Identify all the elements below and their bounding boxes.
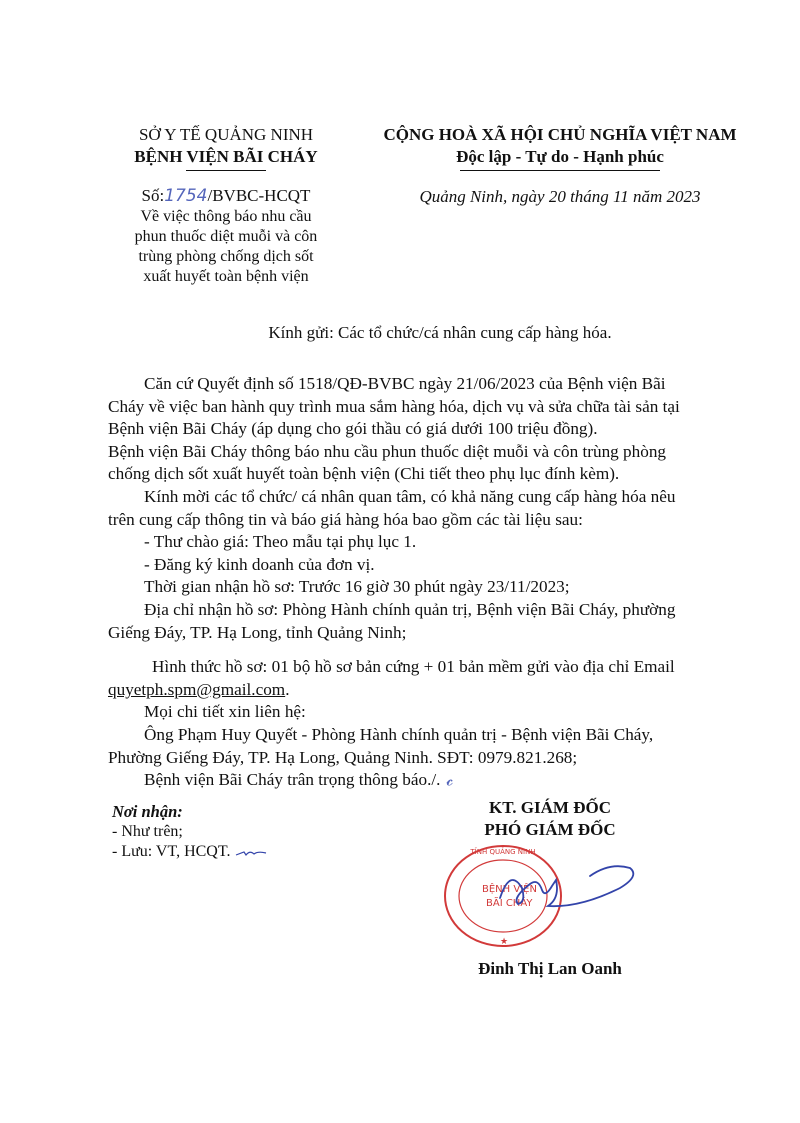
list-item-quotation: - Thư chào giá: Theo mẫu tại phụ lục 1. <box>144 532 417 552</box>
deadline-line: Thời gian nhận hồ sơ: Trước 16 giờ 30 phút ngày 23/11/2023; <box>144 577 570 597</box>
closing-text: Bệnh viện Bãi Cháy trân trọng thông báo./. <box>144 770 441 790</box>
stamp-ring-text: TỈNH QUẢNG NINH <box>470 848 536 856</box>
sign-titles <box>430 797 670 841</box>
svg-text:★: ★ <box>500 937 509 947</box>
receivers-title: Nơi nhận: <box>112 802 183 821</box>
subject-line: trùng phòng chống dịch sốt <box>138 248 314 265</box>
list-item-license: - Đăng ký kinh doanh của đơn vị. <box>144 554 375 574</box>
motto-underline <box>460 170 660 171</box>
email-link[interactable]: quyetph.spm@gmail.com <box>108 679 286 699</box>
paragraph-invite: Kính mời các tổ chức/ cá nhân quan tâm, có khả năng cung cấp hàng hóa nêu <box>144 486 676 506</box>
letter-body <box>108 373 768 792</box>
org-parent: SỞ Y TẾ QUẢNG NINH <box>138 125 314 144</box>
receiver-item-text: - Lưu: VT, HCQT. <box>112 843 231 860</box>
email-line <box>108 679 768 702</box>
contact-intro: Mọi chi tiết xin liên hệ: <box>144 702 306 722</box>
email-end: . <box>285 679 290 699</box>
stamp-text-1: BỆNH VIỆN <box>482 884 537 895</box>
paragraph-basis-cont: Cháy về việc ban hành quy trình mua sắm hàng hóa, dịch vụ và sửa chữa tài sản tại <box>108 396 680 416</box>
receivers-block <box>112 802 332 862</box>
nation-header <box>350 124 770 168</box>
form-line: Hình thức hồ sơ: 01 bộ hồ sơ bản cứng + 01 bản mềm gửi vào địa chỉ Email <box>152 657 675 677</box>
stamp-text-2: BÃI CHÁY <box>486 898 533 909</box>
subject-line: phun thuốc diệt muỗi và côn <box>134 228 318 245</box>
doc-number <box>110 185 342 207</box>
initials-mark-icon: 𝓬 <box>446 771 454 790</box>
paragraph-basis: Căn cứ Quyết định số 1518/QĐ-BVBC ngày 21/06/2023 của Bệnh viện Bãi <box>144 374 666 393</box>
sign-title-2: PHÓ GIÁM ĐỐC <box>484 820 616 839</box>
receiver-item <box>112 842 332 862</box>
org-underline <box>186 170 266 171</box>
paragraph-basis-cont: Bệnh viện Bãi Cháy (áp dụng cho gói thầu có giá dưới 100 triệu đồng). <box>108 419 598 439</box>
org-name: BỆNH VIỆN BÃI CHÁY <box>134 147 318 166</box>
org-header <box>110 124 342 168</box>
contact-line: Ông Phạm Huy Quyết - Phòng Hành chính quản trị - Bệnh viện Bãi Cháy, <box>144 724 654 744</box>
doc-number-prefix: Số: <box>141 186 165 205</box>
doc-subject <box>110 207 342 287</box>
paragraph-invite-cont: trên cung cấp thông tin và báo giá hàng hóa bao gồm các tài liệu sau: <box>108 509 583 529</box>
closing-line <box>108 769 768 792</box>
place-date: Quảng Ninh, ngày 20 tháng 11 năm 2023 <box>419 187 701 206</box>
receiver-item: - Như trên; <box>112 823 183 840</box>
address-line: Địa chỉ nhận hồ sơ: Phòng Hành chính quản trị, Bệnh viện Bãi Cháy, phường <box>144 599 676 619</box>
nation-motto: Độc lập - Tự do - Hạnh phúc <box>456 147 664 166</box>
recipient-line: Kính gửi: Các tổ chức/cá nhân cung cấp hàng hóa. <box>268 323 612 342</box>
address-line-cont: Giếng Đáy, TP. Hạ Long, tỉnh Quảng Ninh; <box>108 622 407 642</box>
sign-title-1: KT. GIÁM ĐỐC <box>489 798 611 817</box>
paragraph-notice: Bệnh viện Bãi Cháy thông báo nhu cầu phun thuốc diệt muỗi và côn trùng phòng <box>108 441 667 461</box>
initials-mark-icon <box>234 846 268 858</box>
signer-name: Đinh Thị Lan Oanh <box>478 959 622 978</box>
subject-line: Về việc thông báo nhu cầu <box>140 208 312 225</box>
contact-line-cont: Phường Giếng Đáy, TP. Hạ Long, Quảng Ninh. SĐT: 0979.821.268; <box>108 747 578 767</box>
paragraph-notice-cont: chống dịch sốt xuất huyết toàn bệnh viện (Chi tiết theo phụ lục đính kèm). <box>108 464 620 484</box>
subject-line: xuất huyết toàn bệnh viện <box>143 268 309 285</box>
nation-title: CỘNG HOÀ XÃ HỘI CHỦ NGHĨA VIỆT NAM <box>383 125 737 144</box>
doc-number-suffix: /BVBC-HCQT <box>207 186 311 205</box>
signature-icon <box>490 858 650 918</box>
doc-number-handwritten: 1754 <box>164 186 208 206</box>
